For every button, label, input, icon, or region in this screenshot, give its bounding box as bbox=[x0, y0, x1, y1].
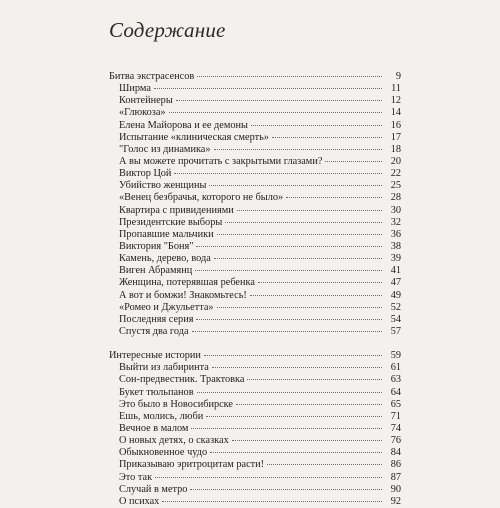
toc-item bbox=[109, 156, 401, 168]
page-number: 12 bbox=[390, 95, 401, 107]
dot-leader bbox=[210, 451, 382, 453]
toc-section-title: Битва экстрасенсов bbox=[109, 71, 195, 82]
toc-item bbox=[109, 496, 401, 508]
page-number: 39 bbox=[390, 253, 401, 265]
page-number: 54 bbox=[390, 313, 401, 325]
toc-section-heading bbox=[109, 350, 401, 362]
page-number: 38 bbox=[390, 240, 401, 252]
page-number: 16 bbox=[390, 119, 401, 131]
toc-item-title: Виктория "Боня" bbox=[119, 240, 194, 252]
toc-item-title: «Венец безбрачья, которого не было» bbox=[119, 192, 284, 204]
toc-item bbox=[109, 253, 401, 265]
page-number: 49 bbox=[390, 289, 401, 301]
toc-item bbox=[109, 302, 401, 314]
toc-item bbox=[109, 132, 401, 144]
dot-leader bbox=[286, 196, 382, 198]
page-number: 22 bbox=[390, 168, 401, 180]
page-number: 30 bbox=[390, 204, 401, 216]
page-number: 47 bbox=[390, 277, 401, 289]
toc-item bbox=[109, 447, 401, 459]
dot-leader bbox=[191, 427, 382, 429]
page-number: 14 bbox=[390, 107, 401, 119]
toc-item-title: Сон-предвестник. Трактовка bbox=[119, 374, 245, 386]
toc-item bbox=[109, 411, 401, 423]
page-number: 92 bbox=[390, 495, 401, 507]
page-number: 36 bbox=[390, 228, 401, 240]
toc-item-title: Ширма bbox=[119, 83, 151, 95]
toc-item-title: Случай в метро bbox=[119, 483, 188, 495]
toc-item bbox=[109, 229, 401, 241]
toc-item bbox=[109, 423, 401, 435]
dot-leader bbox=[197, 75, 382, 77]
toc-item-title: Женщина, потерявшая ребенка bbox=[119, 277, 255, 289]
page-number: 64 bbox=[390, 386, 401, 398]
toc-item bbox=[109, 120, 401, 132]
toc-item-title: "Голос из динамика» bbox=[119, 143, 211, 155]
toc-item-title: Обыкновенное чудо bbox=[119, 447, 208, 459]
dot-leader bbox=[214, 257, 382, 259]
page-number: 17 bbox=[390, 131, 401, 143]
toc-item-title: А вы можете прочитать с закрытыми глазами? bbox=[119, 155, 323, 167]
toc-item-title: Виген Абрамянц bbox=[119, 265, 193, 277]
dot-leader bbox=[212, 366, 382, 368]
toc-item bbox=[109, 277, 401, 289]
toc-section-heading bbox=[109, 71, 401, 83]
toc-item-title: Ешь, молись, люби bbox=[119, 410, 204, 422]
dot-leader bbox=[225, 221, 382, 223]
dot-leader bbox=[190, 488, 382, 490]
toc-item bbox=[109, 144, 401, 156]
dot-leader bbox=[197, 391, 382, 393]
page-number: 76 bbox=[390, 435, 401, 447]
page-number: 86 bbox=[390, 459, 401, 471]
toc-section bbox=[109, 350, 401, 508]
toc-item-title: Это было в Новосибирске bbox=[119, 398, 233, 410]
dot-leader bbox=[217, 233, 382, 235]
toc-item bbox=[109, 374, 401, 386]
dot-leader bbox=[267, 463, 382, 465]
toc-item bbox=[109, 459, 401, 471]
toc-item bbox=[109, 387, 401, 399]
page-number: 25 bbox=[390, 180, 401, 192]
toc-item bbox=[109, 290, 401, 302]
toc-item-title: Приказываю эритроцитам расти! bbox=[119, 459, 265, 471]
toc-item bbox=[109, 95, 401, 107]
toc-item bbox=[109, 435, 401, 447]
toc-item bbox=[109, 107, 401, 119]
page-number: 52 bbox=[390, 301, 401, 313]
dot-leader bbox=[325, 160, 382, 162]
dot-leader bbox=[209, 184, 382, 186]
page-number: 71 bbox=[390, 410, 401, 422]
toc-item bbox=[109, 314, 401, 326]
dot-leader bbox=[258, 281, 382, 283]
dot-leader bbox=[206, 415, 382, 417]
toc-item-title: Выйти из лабиринта bbox=[119, 362, 209, 374]
toc-item bbox=[109, 180, 401, 192]
toc-item-title: Квартира с привидениями bbox=[119, 204, 234, 216]
dot-leader bbox=[169, 111, 382, 113]
toc-item-title: А вот и бомжи! Знакомьтесь! bbox=[119, 289, 247, 301]
dot-leader bbox=[214, 148, 382, 150]
page-number: 11 bbox=[391, 83, 401, 95]
toc-item bbox=[109, 265, 401, 277]
toc-item-title: «Глюкоза» bbox=[119, 107, 166, 119]
dot-leader bbox=[174, 172, 382, 174]
dot-leader bbox=[232, 439, 382, 441]
toc-item bbox=[109, 192, 401, 204]
page-number: 32 bbox=[390, 216, 401, 228]
toc-item-title: Спустя два года bbox=[119, 325, 189, 337]
page-number: 9 bbox=[395, 71, 401, 82]
toc-item-title: Это так bbox=[119, 471, 153, 483]
toc-item bbox=[109, 217, 401, 229]
page-number: 74 bbox=[390, 422, 401, 434]
toc-item bbox=[109, 362, 401, 374]
dot-leader bbox=[204, 354, 382, 356]
toc-item bbox=[109, 241, 401, 253]
toc-item-title: Букет тюльпанов bbox=[119, 386, 194, 398]
toc-item bbox=[109, 168, 401, 180]
toc-item-title: Камень, дерево, вода bbox=[119, 253, 211, 265]
dot-leader bbox=[155, 476, 382, 478]
page-number: 18 bbox=[390, 143, 401, 155]
dot-leader bbox=[251, 124, 382, 126]
page-number: 84 bbox=[390, 447, 401, 459]
page-number: 87 bbox=[390, 471, 401, 483]
page-number: 41 bbox=[390, 265, 401, 277]
dot-leader bbox=[217, 306, 382, 308]
dot-leader bbox=[250, 294, 382, 296]
toc-section-title: Интересные истории bbox=[109, 350, 201, 362]
page-number: 59 bbox=[390, 350, 401, 362]
dot-leader bbox=[192, 330, 382, 332]
toc-item-title: Последняя серия bbox=[119, 313, 194, 325]
page-title: Содержание bbox=[109, 18, 226, 42]
toc-item bbox=[109, 472, 401, 484]
toc-item-title: О психах bbox=[119, 495, 160, 507]
page-number: 61 bbox=[390, 362, 401, 374]
toc-item-title: Президентские выборы bbox=[119, 216, 223, 228]
dot-leader bbox=[247, 378, 382, 380]
toc-item-title: Елена Майорова и ее демоны bbox=[119, 119, 248, 131]
dot-leader bbox=[196, 318, 382, 320]
toc-item bbox=[109, 484, 401, 496]
toc-item bbox=[109, 326, 401, 338]
toc-item-title: Контейнеры bbox=[119, 95, 173, 107]
toc-item bbox=[109, 83, 401, 95]
toc-item bbox=[109, 205, 401, 217]
dot-leader bbox=[272, 136, 382, 138]
dot-leader bbox=[236, 403, 382, 405]
page-number: 65 bbox=[390, 398, 401, 410]
toc-item-title: Вечное в малом bbox=[119, 422, 189, 434]
page-number: 20 bbox=[390, 155, 401, 167]
table-of-contents bbox=[109, 71, 401, 508]
dot-leader bbox=[154, 87, 382, 89]
toc-item-title: Убийство женщины bbox=[119, 180, 207, 192]
toc-item-title: Испытание «клиническая смерть» bbox=[119, 131, 269, 143]
page-number: 57 bbox=[390, 325, 401, 337]
dot-leader bbox=[162, 500, 382, 502]
toc-item-title: Пропавшие мальчики bbox=[119, 228, 214, 240]
page-number: 28 bbox=[390, 192, 401, 204]
dot-leader bbox=[237, 209, 382, 211]
dot-leader bbox=[195, 269, 382, 271]
toc-item-title: «Ромео и Джульетта» bbox=[119, 301, 214, 313]
toc-item bbox=[109, 399, 401, 411]
toc-section bbox=[109, 71, 401, 338]
toc-item-title: О новых детях, о сказках bbox=[119, 435, 229, 447]
toc-item-title: Виктор Цой bbox=[119, 168, 172, 180]
page-number: 90 bbox=[390, 483, 401, 495]
dot-leader bbox=[176, 99, 382, 101]
dot-leader bbox=[196, 245, 382, 247]
page-number: 63 bbox=[390, 374, 401, 386]
